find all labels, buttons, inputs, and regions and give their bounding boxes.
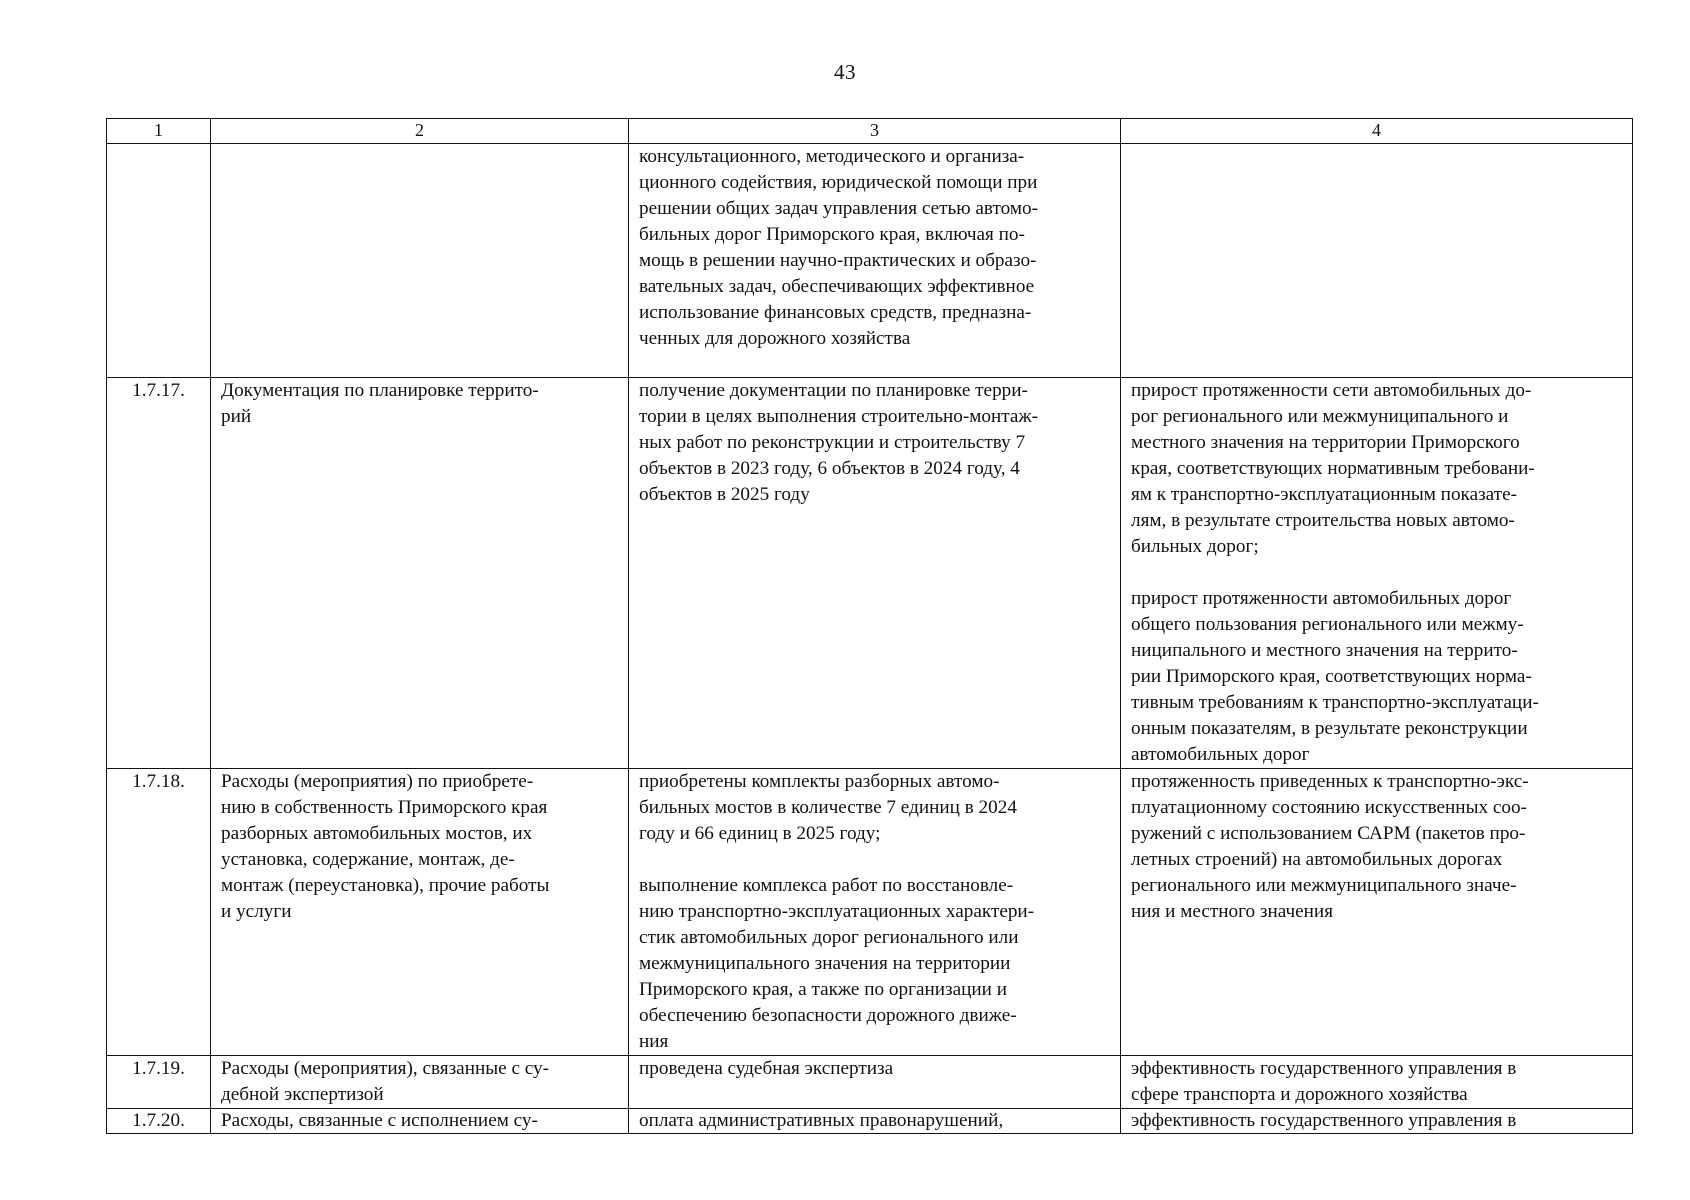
row-number: 1.7.18. bbox=[107, 769, 211, 1056]
measure-result: приобретены комплекты разборных автомо- бильных мостов в количестве 7 единиц в 2024 году и 66 единиц в 2025 году; bbox=[639, 771, 1017, 844]
cell-name bbox=[211, 1056, 629, 1109]
cell-name bbox=[211, 378, 629, 769]
row-number: 1.7.17. bbox=[107, 378, 211, 769]
table-header-row bbox=[107, 119, 1633, 144]
cell-result bbox=[629, 378, 1121, 769]
cell-name bbox=[211, 769, 629, 1056]
measure-result: проведена судебная экспертиза bbox=[639, 1058, 894, 1079]
measure-result: получение документации по планировке терри- тории в целях выполнения строительно-монтаж- ных работ по реконструкции и строительству 7 объектов в 2023 году, 6 объектов в 2024 году, 4 объектов в 2025 году bbox=[639, 380, 1039, 505]
cell-indicator bbox=[1121, 144, 1633, 378]
measure-name: Расходы (мероприятия), связанные с су- дебной экспертизой bbox=[221, 1058, 550, 1105]
indicator-text: эффективность государственного управления в bbox=[1131, 1110, 1517, 1131]
indicator-text: прирост протяженности сети автомобильных до- рог регионального или межмуниципального и местного значения на территории Приморского края, соответствующих нормативным требовани- ям к транспортно-эксплуатационным показате- лям, в результате строительства новых автомо- бильных дорог; bbox=[1131, 380, 1535, 557]
indicator-text: эффективность государственного управления в сфере транспорта и дорожного хозяйства bbox=[1131, 1058, 1517, 1105]
cell-result bbox=[629, 144, 1121, 378]
measure-name: Расходы (мероприятия) по приобрете- нию в собственность Приморского края разборных автомобильных мостов, их установка, содержание, монтаж, де- монтаж (переустановка), прочие работы и услуги bbox=[221, 771, 550, 922]
cell-indicator bbox=[1121, 769, 1633, 1056]
measure-name: Расходы, связанные с исполнением су- bbox=[221, 1110, 538, 1131]
cell-indicator bbox=[1121, 1056, 1633, 1109]
table-row bbox=[107, 769, 1633, 1056]
row-number: 1.7.20. bbox=[107, 1109, 211, 1134]
header-col-3: 3 bbox=[629, 119, 1121, 144]
measure-name: Документация по планировке террито- рий bbox=[221, 380, 539, 427]
table-row bbox=[107, 1109, 1633, 1134]
cell-indicator bbox=[1121, 1109, 1633, 1134]
cell-result bbox=[629, 1109, 1121, 1134]
table-row bbox=[107, 378, 1633, 769]
row-number: 1.7.19. bbox=[107, 1056, 211, 1109]
cell-name bbox=[211, 144, 629, 378]
continuation-text: консультационного, методического и организа- ционного содействия, юридической помощи при решении общих задач управления сетью автомо- бильных дорог Приморского края, включая по- мощь в решении научно-практических и образо- вательных задач, обеспечивающих эффективное использование финансовых средств, предназна- ченных для дорожного хозяйства bbox=[639, 146, 1038, 349]
header-col-2: 2 bbox=[211, 119, 629, 144]
header-col-4: 4 bbox=[1121, 119, 1633, 144]
measure-result: выполнение комплекса работ по восстановле- нию транспортно-эксплуатационных характери- стик автомобильных дорог регионального или межмуниципального значения на территории Приморского края, а также по организации и обеспечению безопасности дорожного движе- ния bbox=[639, 875, 1035, 1052]
table-row bbox=[107, 1056, 1633, 1109]
header-col-1: 1 bbox=[107, 119, 211, 144]
page-number: 43 bbox=[834, 60, 856, 84]
program-table bbox=[106, 118, 1633, 1134]
cell-number bbox=[107, 144, 211, 378]
cell-indicator bbox=[1121, 378, 1633, 769]
table-row bbox=[107, 144, 1633, 378]
cell-result bbox=[629, 769, 1121, 1056]
indicator-text: прирост протяженности автомобильных дорог общего пользования регионального или межму- ниципального и местного значения на террито- рии Приморского края, соответствующих норма- тивным требованиям к транспортно-эксплуатаци- онным показателям, в результате реконструкции автомобильных дорог bbox=[1131, 588, 1539, 765]
indicator-text: протяженность приведенных к транспортно-экс- плуатационному состоянию искусственных соо- ружений с использованием САРМ (пакетов про- летных строений) на автомобильных дорогах регионального или межмуниципального значе- ния и местного значения bbox=[1131, 771, 1529, 922]
measure-result: оплата административных правонарушений, bbox=[639, 1110, 1004, 1131]
cell-result bbox=[629, 1056, 1121, 1109]
cell-name bbox=[211, 1109, 629, 1134]
